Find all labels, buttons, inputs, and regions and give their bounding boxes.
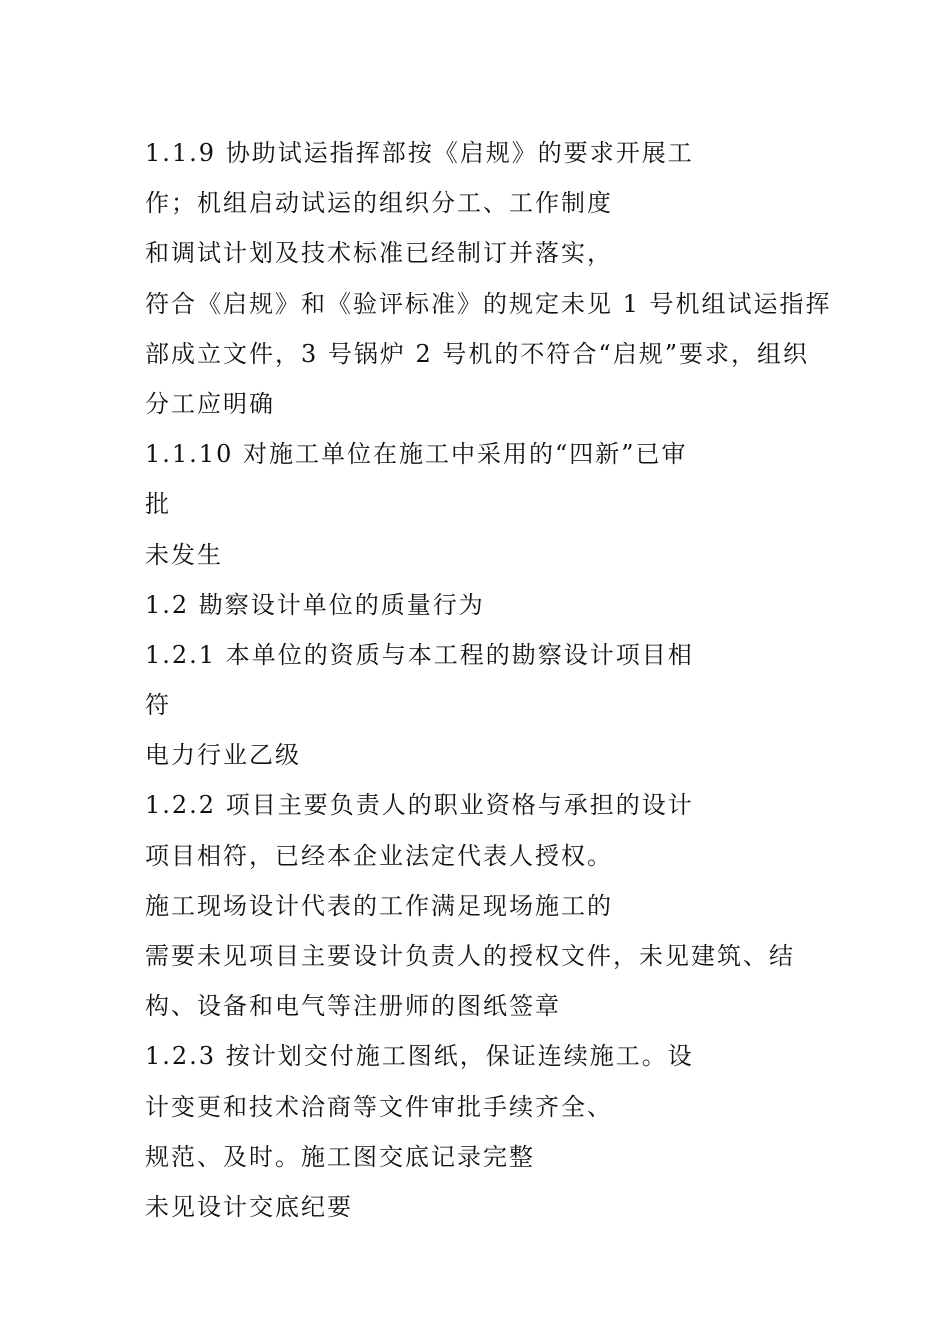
- text-line: 作；机组启动试运的组织分工、工作制度: [145, 189, 613, 218]
- text-line: 1.2.1 本单位的资质与本工程的勘察设计项目相: [145, 640, 694, 669]
- text-line: 1.1.9 协助试运指挥部按《启规》的要求开展工: [145, 139, 694, 167]
- text-line: 1.2.2 项目主要负责人的职业资格与承担的设计: [145, 791, 694, 820]
- text-line: 构、设备和电气等注册师的图纸签章: [145, 992, 561, 1021]
- text-line: 规范、及时。施工图交底记录完整: [145, 1142, 535, 1171]
- document-body: [145, 135, 832, 1239]
- text-line: 符合《启规》和《验评标准》的规定未见 1 号机组试运指挥: [145, 289, 832, 318]
- text-line: 计变更和技术洽商等文件审批手续齐全、: [145, 1092, 613, 1121]
- text-line: 批: [145, 490, 171, 519]
- text-line: 部成立文件，3 号锅炉 2 号机的不符合“启规”要求，组织: [145, 339, 809, 368]
- text-line: 需要未见项目主要设计负责人的授权文件，未见建筑、结: [145, 942, 795, 970]
- text-line: 未见设计交底纪要: [145, 1192, 353, 1221]
- text-line: 1.1.10 对施工单位在施工中采用的“四新”已审: [145, 440, 688, 469]
- text-line: 未发生: [145, 540, 223, 569]
- text-line: 1.2 勘察设计单位的质量行为: [145, 590, 485, 619]
- text-line: 分工应明确: [145, 389, 275, 418]
- text-line: 1.2.3 按计划交付施工图纸，保证连续施工。设: [145, 1042, 694, 1071]
- text-line: 施工现场设计代表的工作满足现场施工的: [145, 891, 613, 920]
- text-line: 项目相符，已经本企业法定代表人授权。: [145, 841, 613, 870]
- text-line: 电力行业乙级: [145, 741, 301, 770]
- text-line: 和调试计划及技术标准已经制订并落实，: [145, 239, 613, 268]
- text-line: 符: [145, 691, 171, 720]
